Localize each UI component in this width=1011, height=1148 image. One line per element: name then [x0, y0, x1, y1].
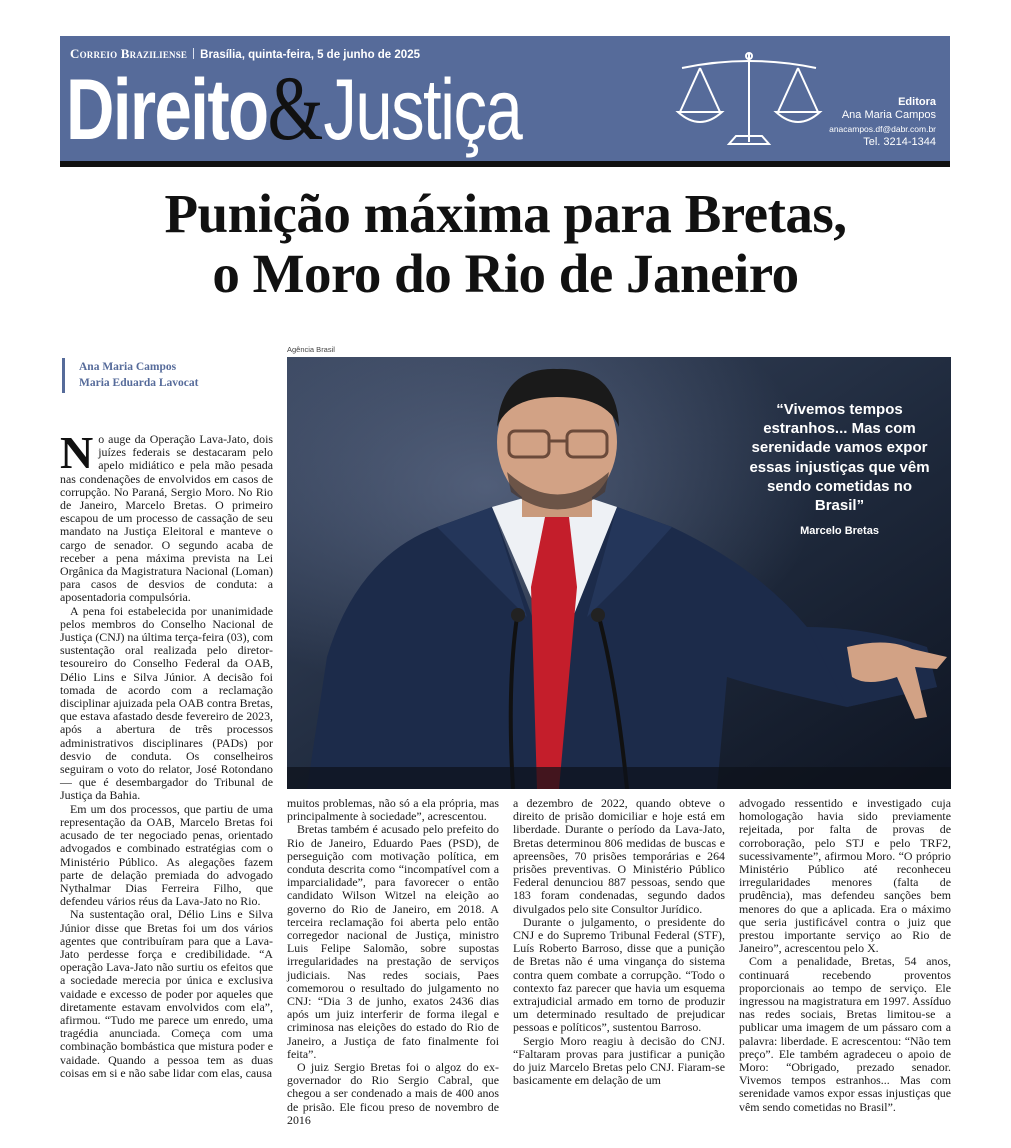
dateline: Brasília, quinta-feira, 5 de junho de 2025 — [200, 49, 420, 61]
editor-label: Editora — [898, 96, 936, 108]
paragraph: a dezembro de 2022, quando obteve o direito de prisão domiciliar e hoje está em liberdade. Durante o período da Lava-Jato, Bretas determinou 806 medidas de buscas e apreensões, 70 prisões temporárias e 264 prisões preventivas. O Ministério Público Federal denunciou 887 pessoas, sendo que 183 foram condenadas, segundo dados divulgados pelo site Consultor Jurídico. — [513, 796, 725, 916]
section-title-word2: Justiça — [323, 62, 522, 158]
editor-phone: Tel. 3214-1344 — [863, 136, 936, 148]
paragraph: A pena foi estabelecida por unanimidade pelos membros do Conselho Nacional de Justiça (CNJ) na última terça-feira (03), com sustentação oral realizada pelo diretor-tesoureiro do Conselho Federal da OAB, Délio Lins e Silva Júnior. A decisão foi tomada de acordo com a reclamação disciplinar ajuizada pela OAB contra Bretas, que estava afastado desde fevereiro de 2023, após a abertura de três processos administrativos disciplinares (PADs) por desvio de conduta. Os conselheiros seguiram o voto do relator, José Rotondano — que é desembargador do Tribunal de Justiça da Bahia. — [60, 603, 273, 803]
editor-email[interactable]: anacampos.df@dabr.com.br — [829, 124, 936, 134]
pull-quote-author: Marcelo Bretas — [800, 525, 879, 538]
article-column-4 — [739, 797, 951, 1114]
article-column-1 — [60, 427, 273, 1080]
paragraph: O juiz Sergio Bretas foi o algoz do ex-governador do Rio Sergio Cabral, que chegou a ser condenado a mais de 400 anos de prisão. Ele ficou preso de novembro de 2016 — [287, 1060, 499, 1127]
paragraph: Durante o julgamento, o presidente do CNJ e do Supremo Tribunal Federal (STF), Luís Roberto Barroso, disse que a punição de Bretas não é uma vingança do sistema contra quem combate a corrupção. “Todo o contexto faz parecer que havia um esquema extrajudicial armado em torno de produzir um determinado resultado de prejudicar pessoas e políticos”, sustentou Barroso. — [513, 914, 725, 1035]
headline-line-1: Punição máxima para Bretas, — [164, 183, 847, 244]
article-headline — [0, 184, 1011, 304]
drop-cap: N — [60, 427, 94, 478]
headline-line-2: o Moro do Rio de Janeiro — [212, 242, 799, 304]
paragraph: advogado ressentido e investigado cuja homologação havia sido previamente rejeitada, por falta de provas de corroboração, pelo STJ e pelo TRF2, sucessivamente”, afirmou Moro. “O próprio Ministério Público até reconheceu irregularidades menores (falta de prudência), mas defendeu sanções bem menores do que a aplicada. Era o máximo que seria justificável contra o juiz que prestou importante serviço ao Rio de Janeiro”, acrescentou pelo X. — [739, 796, 951, 956]
pull-quote — [743, 400, 936, 537]
section-title-ampersand: & — [267, 57, 324, 159]
article-column-3 — [513, 797, 725, 1087]
paragraph: Em um dos processos, que partiu de uma representação da OAB, Marcelo Bretas foi acusado de ter negociado penas, orientado advogados e combinado estratégias com o Ministério Público. As alegações fazem parte de delação premiada do advogado Nythalmar Dias Ferreira Filho, que defendeu vários réus da Lava-Jato no Rio. — [60, 801, 273, 909]
section-title — [66, 57, 522, 159]
paragraph-text: o auge da Operação Lava-Jato, dois juízes federais se destacaram pelo apelo midiático e pela mão pesada nas condenações de envolvidos em casos de corrupção. No Paraná, Sergio Moro. No Rio de Janeiro, Marcelo Bretas. O primeiro escapou de um processo de cassação de seu mandato na Justiça Eleitoral e manteve o cargo de senador. O segundo acaba de receber a pena máxima prevista na Lei Orgânica da Magistratura Nacional (Loman) para casos de desvios de conduta: a aposentadoria compulsória. — [60, 432, 273, 605]
editor-box — [829, 96, 936, 148]
section-title-word1: Direito — [66, 62, 268, 158]
paragraph — [60, 427, 273, 605]
bylines — [62, 358, 262, 393]
masthead-line — [70, 46, 420, 62]
byline-author-2: Maria Eduarda Lavocat — [79, 376, 199, 389]
paragraph: muitos problemas, não só a ela própria, mas principalmente à sociedade”, acrescentou. — [287, 796, 499, 824]
byline-author-1: Ana Maria Campos — [79, 361, 177, 373]
photo-credit: Agência Brasil — [287, 345, 335, 354]
pull-quote-text: “Vivemos tempos estranhos... Mas com serenidade vamos expor essas injustiças que vêm sendo cometidas no Brasil” — [749, 401, 930, 514]
publication-name: Correio Braziliense — [70, 46, 188, 61]
editor-name: Ana Maria Campos — [841, 109, 936, 121]
section-banner — [60, 36, 950, 164]
paragraph: Com a penalidade, Bretas, 54 anos, continuará recebendo proventos proporcionais ao tempo de serviço. Ele ingressou na magistratura em 1997. Assíduo nas redes sociais, Bretas limitou-se a publicar uma imagem de um pássaro com a palavra: liberdade. E acrescentou: “Não tem preço”. Ele também agradeceu o apoio de Moro: “Obrigado, prezado senador. Vivemos tempos estranhos... Mas com serenidade vamos expor essas injustiças que vêm sendo cometidas no Brasil”. — [739, 954, 951, 1114]
banner-underline — [60, 161, 950, 167]
paragraph: Bretas também é acusado pelo prefeito do Rio de Janeiro, Eduardo Paes (PSD), de perseguição com motivação política, em conduta descrita como “incompatível com a imparcialidade”, para favorecer o então candidato Wilson Witzel na eleição ao governo do Rio de Janeiro, em 2018. A terceira reclamação foi aberta pelo então corregedor nacional de Justiça, ministro Luis Felipe Salomão, sobre supostas irregularidades na prestação de serviços judiciais. Nas redes sociais, Paes comemorou o resultado do julgamento no CNJ: “Dia 3 de junho, exatos 2436 dias após um juiz interferir de forma ilegal e criminosa nas eleições do estado do Rio de Janeiro, a Justiça de fato finalmente foi feita”. — [287, 822, 499, 1061]
scales-of-justice-icon — [674, 48, 824, 152]
article-column-2 — [287, 797, 499, 1127]
paragraph: Sergio Moro reagiu à decisão do CNJ. “Faltaram provas para justificar a punição do juiz Marcelo Bretas pelo CNJ. Fiaram-se basicamente em delação de um — [513, 1033, 725, 1088]
paragraph: Na sustentação oral, Délio Lins e Silva Júnior disse que Bretas foi um dos vários agentes que contribuíram para que a Lava-Jato perdesse força e credibilidade. “A operação Lava-Jato não surtiu os efeitos que a sociedade merecia por única e exclusiva vaidade e excesso de poder por aqueles que diretamente estavam envolvidos com ela”, afirmou. “Tudo me parece um enredo, uma tragédia anunciada. Começa com uma combinação bombástica que mistura poder e vaidade. Quando a pessoa tem as duas coisas em si e não sabe lidar com elas, causa — [60, 907, 273, 1080]
masthead-separator — [193, 48, 194, 59]
